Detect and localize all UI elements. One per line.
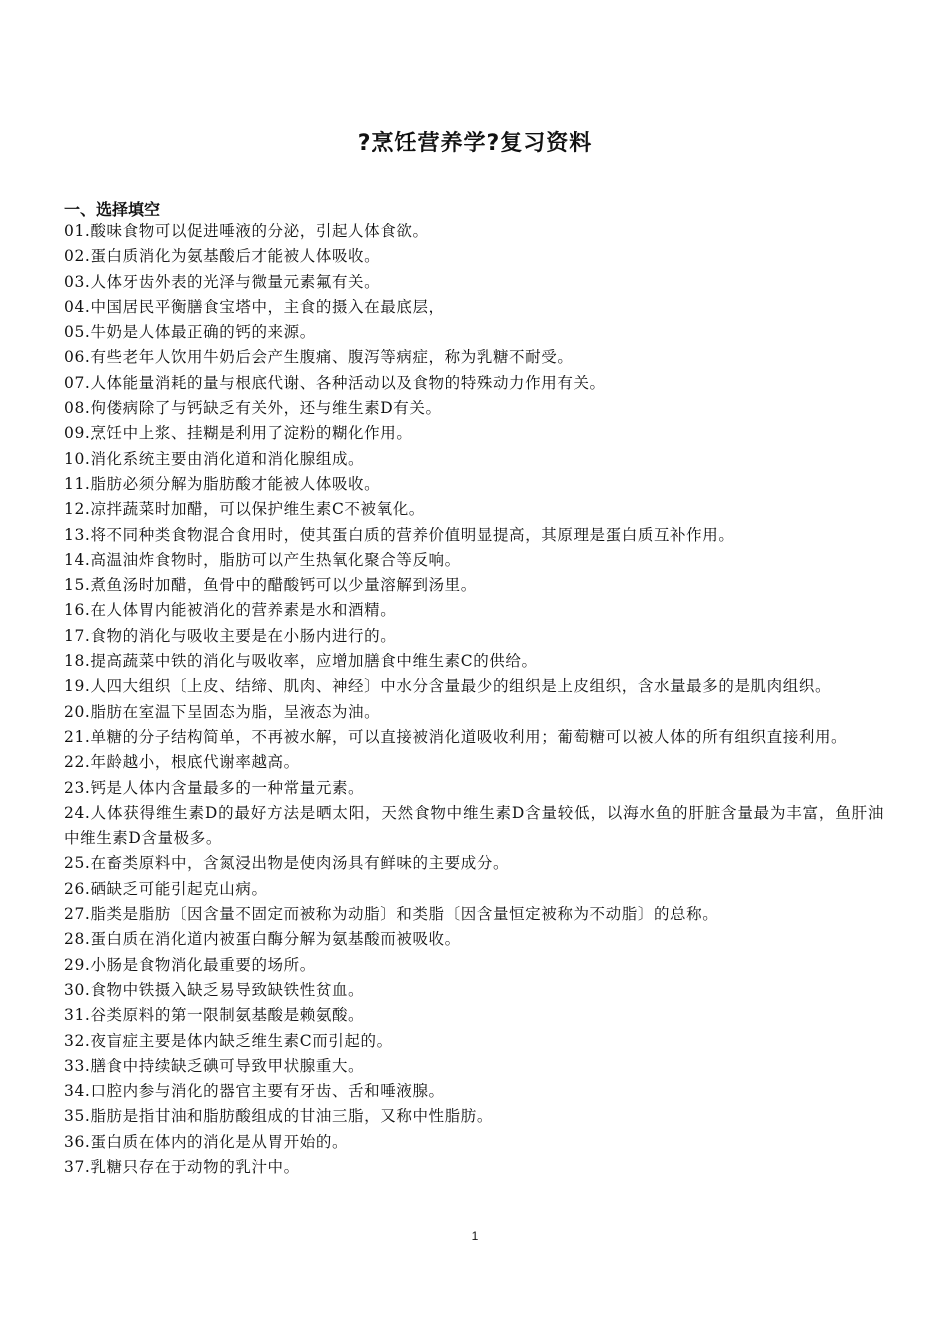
list-item: 07.人体能量消耗的量与根底代谢、各种活动以及食物的特殊动力作用有关。 <box>64 373 606 392</box>
list-item: 24.人体获得维生素D的最好方法是晒太阳，天然食物中维生素D含量较低，以海水鱼的肝脏含量最为丰富，鱼肝油中维生素D含量极多。 <box>64 803 884 848</box>
list-item: 23.钙是人体内含量最多的一种常量元素。 <box>64 778 365 797</box>
list-item: 06.有些老年人饮用牛奶后会产生腹痛、腹泻等病症，称为乳糖不耐受。 <box>64 348 574 367</box>
list-item: 15.煮鱼汤时加醋，鱼骨中的醋酸钙可以少量溶解到汤里。 <box>64 576 477 595</box>
list-item: 16.在人体胃内能被消化的营养素是水和酒精。 <box>64 601 397 620</box>
list-item: 21.单糖的分子结构简单，不再被水解，可以直接被消化道吸收利用；葡萄糖可以被人体的所有组织直接利用。 <box>64 727 848 746</box>
list-item: 19.人四大组织〔上皮、结缔、肌肉、神经〕中水分含量最少的组织是上皮组织，含水量最多的是肌肉组织。 <box>64 677 832 696</box>
list-item: 34.口腔内参与消化的器官主要有牙齿、舌和唾液腺。 <box>64 1082 445 1101</box>
list-item: 12.凉拌蔬菜时加醋，可以保护维生素C不被氧化。 <box>64 500 425 519</box>
list-item: 13.将不同种类食物混合食用时，使其蛋白质的营养价值明显提高，其原理是蛋白质互补作用。 <box>64 525 735 544</box>
list-item: 18.提高蔬菜中铁的消化与吸收率，应增加膳食中维生素C的供给。 <box>64 652 538 671</box>
list-item: 26.硒缺乏可能引起克山病。 <box>64 879 268 898</box>
list-item: 01.酸味食物可以促进唾液的分泌，引起人体食欲。 <box>64 222 429 240</box>
list-item: 14.高温油炸食物时，脂肪可以产生热氧化聚合等反响。 <box>64 550 461 569</box>
list-item: 11.脂肪必须分解为脂肪酸才能被人体吸收。 <box>64 474 381 493</box>
list-item: 20.脂肪在室温下呈固态为脂，呈液态为油。 <box>64 702 381 721</box>
list-item: 27.脂类是脂肪〔因含量不固定而被称为动脂〕和类脂〔因含量恒定被称为不动脂〕的总称。 <box>64 905 719 924</box>
document-title: ?烹饪营养学?复习资料 <box>357 131 593 156</box>
list-item: 35.脂肪是指甘油和脂肪酸组成的甘油三脂，又称中性脂肪。 <box>64 1107 493 1126</box>
list-item: 31.谷类原料的第一限制氨基酸是赖氨酸。 <box>64 1006 365 1025</box>
list-item: 33.膳食中持续缺乏碘可导致甲状腺重大。 <box>64 1056 365 1075</box>
list-item: 02.蛋白质消化为氨基酸后才能被人体吸收。 <box>64 247 381 266</box>
list-item: 37.乳糖只存在于动物的乳汁中。 <box>64 1157 300 1176</box>
list-item: 28.蛋白质在消化道内被蛋白酶分解为氨基酸而被吸收。 <box>64 930 461 949</box>
list-item: 29.小肠是食物消化最重要的场所。 <box>64 955 316 974</box>
section-heading: 一、选择填空 <box>64 200 161 219</box>
list-item: 03.人体牙齿外表的光泽与微量元素氟有关。 <box>64 272 381 291</box>
list-item: 17.食物的消化与吸收主要是在小肠内进行的。 <box>64 626 397 645</box>
page-number: 1 <box>471 1229 479 1243</box>
list-item: 22.年龄越小，根底代谢率越高。 <box>64 753 300 772</box>
list-item: 10.消化系统主要由消化道和消化腺组成。 <box>64 449 365 468</box>
list-item: 25.在畜类原料中，含氮浸出物是使肉汤具有鲜味的主要成分。 <box>64 854 510 873</box>
list-item: 09.烹饪中上浆、挂糊是利用了淀粉的糊化作用。 <box>64 424 413 443</box>
list-item: 05.牛奶是人体最正确的钙的来源。 <box>64 323 316 342</box>
list-item: 04.中国居民平衡膳食宝塔中，主食的摄入在最底层， <box>64 297 445 316</box>
list-item: 30.食物中铁摄入缺乏易导致缺铁性贫血。 <box>64 980 365 999</box>
list-item: 32.夜盲症主要是体内缺乏维生素C而引起的。 <box>64 1031 393 1050</box>
list-item: 36.蛋白质在体内的消化是从胃开始的。 <box>64 1132 349 1151</box>
question-list <box>64 219 884 1180</box>
list-item: 08.佝偻病除了与钙缺乏有关外，还与维生素D有关。 <box>64 399 442 418</box>
